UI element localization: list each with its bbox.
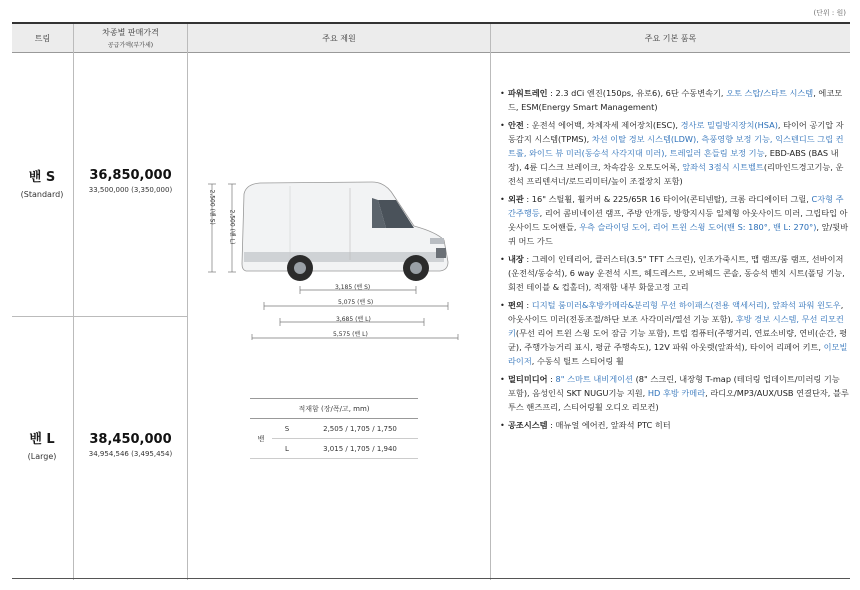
table-body: [250, 419, 418, 459]
table-header-row: [250, 398, 418, 419]
feature-highlight: 8" 스마트 내비게이션: [555, 374, 633, 384]
feature-highlight: 앞좌석 3점식 시트벨트: [682, 162, 764, 172]
feature-text: (리마인드경고기능, 운전석 프리텐셔너/로드리미터/높이 조절장치 포함): [508, 162, 844, 186]
length-l-label: 5,575 (밴 L): [333, 331, 368, 338]
header-features-label: 주요 기본 품목: [644, 33, 697, 43]
feature-text: , 리어 콤비네이션 램프, 주방 안개등, 방향지시등 일체형 아웃사이드 미러, 그립타입 아웃사이드 도어핸들,: [508, 208, 848, 232]
feature-convenience: [500, 298, 850, 368]
feature-title: 편의: [508, 300, 524, 310]
feature-title: 파워트레인: [508, 88, 548, 98]
feature-title: 공조시스템: [508, 420, 548, 430]
row-label: L: [285, 444, 289, 453]
height-l-label: 2,500 (밴 L): [228, 209, 236, 245]
table-rows: [272, 419, 418, 459]
table-row: [272, 419, 418, 439]
header-price: [74, 24, 187, 53]
feature-title: 멀티미디어: [508, 374, 548, 384]
feature-climate: [500, 418, 850, 432]
feature-text: :: [523, 300, 532, 310]
price-value: 38,450,000: [89, 432, 172, 447]
feature-text: (무선 리어 트윈 스윙 도어 잠금 기능 포함), 트립 컴퓨터(주행거리, 연료소비량, 연비(순간, 평균), 주행가능거리 표시, 평균 주행속도), 12V 파워 아웃렛(앞좌석), 타이어 리페어 키트,: [508, 328, 848, 352]
feature-text: :: [547, 374, 556, 384]
feature-text: , 라디오/MP3/AUX/USB 연결단자, 블루투스 핸즈프리, 스티어링휠 오디오 리모컨): [508, 388, 849, 412]
feature-text: , 에코모드, ESM(Energy Smart Management): [508, 88, 843, 112]
feature-highlight: 후방 경보 시스템, 무선 리모컨 키: [508, 314, 844, 338]
feature-text: , 타이어 공기압 자동감지 시스템(TPMS),: [508, 120, 844, 144]
price-van-l: [74, 432, 187, 458]
feature-text: , 아웃사이드 미러(전동조절/하단 보조 사각미러/열선 기능 포함),: [508, 300, 844, 324]
feature-text: : 2.3 dCi 엔진(150ps, 유로6), 6단 수동변속기,: [547, 88, 727, 98]
feature-text: , 수동식 틸트 스티어링 휠: [531, 356, 624, 366]
feature-powertrain: [500, 86, 850, 114]
price-value: 36,850,000: [89, 168, 172, 183]
header-dims: [188, 24, 490, 53]
table-group-label: 밴: [257, 434, 265, 443]
feature-highlight: 경사로 밀림방지장치(HSA): [680, 120, 778, 130]
feature-highlight: HD 후방 카메라: [647, 388, 706, 398]
col-divider: [73, 24, 74, 580]
feature-highlight: C자형 주간주행등: [508, 194, 844, 218]
header-trim: [12, 24, 73, 53]
cargo-dimensions-table: [250, 398, 418, 459]
feature-title: 안전: [508, 120, 524, 130]
feature-highlight: 차선 이탈 경보 시스템(LDW), 측풍영향 보정 기능, 익스텐디드 그립 컨트롤, 와이드 뷰 미러(동승석 사각지대 미러), 트레일러 흔들림 보정 기능: [508, 134, 844, 158]
wheelbase-s-label: 3,185 (밴 S): [335, 284, 371, 291]
feature-text: (8" 스크린, 내장형 T-map (테더링 업데이트/미러링 기능 포함), 음성인식 SKT NUGU기능 지원,: [508, 374, 840, 398]
trim-name: 밴 S: [28, 170, 56, 185]
trim-subname: (Standard): [20, 190, 64, 199]
row-label: S: [284, 424, 290, 433]
trim-subname: (Large): [27, 452, 57, 461]
feature-list: [500, 86, 850, 436]
feature-highlight: 우측 슬라이딩 도어, 리어 트윈 스윙 도어(밴 S: 180°, 밴 L: 270°): [579, 222, 817, 232]
table-group-cell: [250, 419, 272, 459]
feature-interior: [500, 252, 850, 294]
length-s-label: 5,075 (밴 S): [338, 299, 374, 306]
feature-highlight: 오토 스탑/스타트 시스템: [726, 88, 814, 98]
feature-text: , EBD-ABS (BAS 내장), 4륜 디스크 브레이크, 차속감응 오토도어록,: [508, 148, 839, 172]
col-divider: [187, 24, 188, 580]
trim-van-s: [12, 166, 72, 199]
feature-multimedia: [500, 372, 850, 414]
feature-text: : 운전석 에어백, 차체자세 제어장치(ESC),: [523, 120, 681, 130]
feature-title: 외관: [508, 194, 524, 204]
feature-highlight: 이모빌라이저: [508, 342, 848, 366]
wheelbase-l-label: 3,685 (밴 L): [336, 316, 371, 323]
table-bottom-rule: [12, 578, 850, 579]
trim-name: 밴 L: [29, 432, 55, 447]
van-illustration: [200, 170, 470, 340]
header-dims-label: 주요 제원: [322, 33, 356, 43]
feature-highlight: 디지털 룸미러&후방카메라&분리형 무선 하이패스(전용 액세서리), 앞좌석 파워 윈도우: [531, 300, 841, 310]
header-price-sub: 공급가액(부가세): [107, 42, 154, 49]
feature-text: : 그레이 인테리어, 클러스터(3.5" TFT 스크린), 인조가죽시트, 맵 램프/룸 램프, 선바이저(운전석/동승석), 6 way 운전석 시트, 헤드레스트, 오버헤드 콘솔, 동승석 벤치 시트(폴딩 기능, 회전 테이블 & 컵홀더), 적재함 내부 화물고정 고리: [508, 254, 845, 292]
header-price-title: 차종별 판매가격: [102, 28, 159, 37]
table-title: 적재함 (장/폭/고, mm): [298, 404, 370, 413]
table-row: [272, 439, 418, 459]
row-value: 3,015 / 1,705 / 1,940: [323, 444, 397, 453]
height-s-label: 2,500 (밴 S): [208, 189, 216, 225]
trim-van-l: [12, 428, 72, 461]
price-detail: 34,954,546 (3,495,454): [88, 450, 173, 458]
price-van-s: [74, 168, 187, 194]
col-divider: [490, 24, 491, 580]
feature-text: : 16" 스틸휠, 휠커버 & 225/65R 16 타이어(콘티넨탈), 크롬 라디에이터 그릴,: [523, 194, 812, 204]
feature-safety: [500, 118, 850, 188]
header-trim-label: 트림: [34, 33, 51, 43]
feature-exterior: [500, 192, 850, 248]
feature-title: 내장: [508, 254, 524, 264]
row-divider: [12, 316, 187, 317]
row-value: 2,505 / 1,705 / 1,750: [323, 424, 397, 433]
price-detail: 33,500,000 (3,350,000): [88, 186, 173, 194]
unit-label: (단위 : 원): [813, 9, 846, 17]
feature-text: , 앞/뒷바퀴 머드 가드: [508, 222, 849, 246]
header-features: [491, 24, 850, 53]
feature-text: : 매뉴얼 에어컨, 앞좌석 PTC 히터: [547, 420, 671, 430]
